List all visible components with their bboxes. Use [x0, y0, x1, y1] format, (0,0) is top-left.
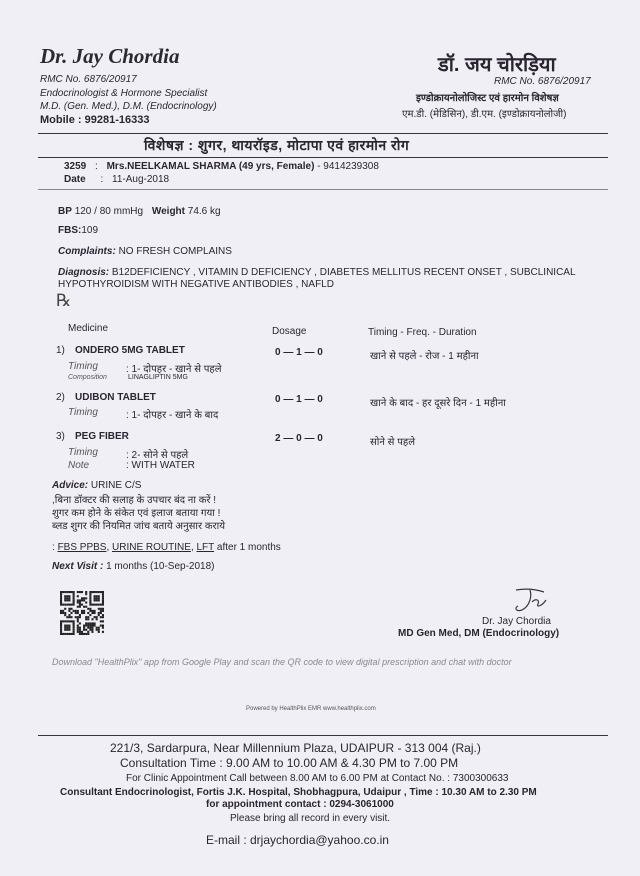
med-3-note-label: Note — [68, 460, 90, 471]
header-divider — [38, 133, 608, 134]
med-2-name: UDIBON TABLET — [75, 392, 156, 403]
complaints-line: Complaints: NO FRESH COMPLAINS — [58, 246, 232, 257]
med-1-timing: : 1- दोपहर - खाने से पहले — [126, 364, 222, 375]
rx-icon: ℞ — [56, 291, 72, 310]
footer-email[interactable]: E-mail : drjaychordia@yahoo.co.in — [206, 833, 389, 847]
med-3-number: 3) — [56, 431, 65, 442]
fbs-line: FBS:109 — [58, 225, 99, 236]
med-2-timing: : 1- दोपहर - खाने के बाद — [126, 410, 219, 421]
degrees-english: M.D. (Gen. Med.), D.M. (Endocrinology) — [40, 101, 217, 112]
footer-appointment: For Clinic Appointment Call between 8.00 AM to 6.00 PM at Contact No. : 7300300633 — [126, 773, 509, 784]
test-urine-routine: URINE ROUTINE — [112, 542, 191, 553]
advice-line4: ब्लड शुगर की नियमित जांच बताये अनुसार कराये — [52, 521, 225, 532]
download-note: Download "HealthPlix" app from Google Play and scan the QR code to view digital prescription and chat with doctor — [52, 657, 512, 667]
doctor-name-english: Dr. Jay Chordia — [40, 44, 180, 68]
med-3-timing: : 2- सोने से पहले — [126, 450, 189, 461]
specialty-english: Endocrinologist & Hormone Specialist — [40, 88, 208, 99]
footer-appointment-contact: for appointment contact : 0294-3061000 — [206, 799, 394, 810]
specialty-hindi: इण्डोक्रायनोलोजिस्ट एवं हारमोन विशेषज्ञ — [416, 93, 559, 104]
complaints-text: NO FRESH COMPLAINS — [118, 246, 232, 257]
patient-name: Mrs.NEELKAMAL SHARMA (49 yrs, Female) — [106, 161, 315, 172]
test-lft: LFT — [196, 542, 215, 553]
next-visit-line: Next Visit : 1 months (10-Sep-2018) — [52, 561, 215, 572]
patient-line: 3259 : Mrs.NEELKAMAL SHARMA (49 yrs, Female) - 9414239308 — [64, 161, 379, 172]
patient-id: 3259 — [64, 161, 87, 172]
med-1-number: 1) — [56, 345, 65, 356]
patient-divider — [38, 189, 608, 190]
test-fbs-ppbs: FBS PPBS — [57, 542, 107, 553]
med-1-name: ONDERO 5MG TABLET — [75, 345, 185, 356]
med-3-frequency: सोने से पहले — [370, 437, 415, 448]
footer-address: 221/3, Sardarpura, Near Millennium Plaza, UDAIPUR - 313 004 (Raj.) — [110, 741, 481, 755]
med-1-composition: LINAGLIPTIN 5MG — [128, 374, 188, 381]
med-2-dosage: 0 — 1 — 0 — [275, 394, 323, 405]
degrees-hindi: एम.डी. (मेडिसिन), डी.एम. (इण्डोक्रायनोलोजी) — [402, 109, 567, 120]
med-1-timing-label: Timing — [68, 361, 98, 372]
date-line: Date : 11-Aug-2018 — [64, 174, 170, 185]
med-1-composition-label: Composition — [68, 374, 107, 381]
footer-records: Please bring all record in every visit. — [230, 813, 391, 824]
specialist-banner: विशेषज्ञ : शुगर, थायरॉइड, मोटापा एवं हारमोन रोग — [144, 137, 410, 153]
fbs-value: 109 — [81, 225, 99, 236]
signature-name: Dr. Jay Chordia — [482, 616, 551, 627]
tests-line: : FBS PPBS, URINE ROUTINE, LFT after 1 months — [52, 542, 281, 553]
mobile-number: Mobile : 99281-16333 — [40, 114, 150, 126]
footer-divider — [38, 735, 608, 736]
advice-line1: Advice: URINE C/S — [52, 480, 142, 491]
advice-line2: ,बिना डॉक्टर की सलाह के उपचार बंद ना करें ! — [52, 495, 217, 506]
next-visit-value: 1 months (10-Sep-2018) — [106, 561, 215, 572]
patient-phone: - 9414239308 — [314, 161, 379, 172]
med-2-timing-label: Timing — [68, 407, 98, 418]
bp-value: 120 / 80 mmHg — [74, 206, 144, 217]
banner-divider — [38, 157, 608, 158]
med-3-note: : WITH WATER — [126, 460, 195, 471]
signature-degrees: MD Gen Med, DM (Endocrinology) — [398, 628, 560, 639]
col-timing: Timing - Freq. - Duration — [368, 327, 477, 338]
med-2-frequency: खाने के बाद - हर दूसरे दिन - 1 महीना — [370, 398, 506, 409]
rmc-number-hindi: RMC No. 6876/20917 — [494, 76, 591, 87]
footer-consultation: Consultation Time : 9.00 AM to 10.00 AM & 4.30 PM to 7.00 PM — [120, 756, 459, 770]
diagnosis-line2: HYPOTHYROIDISM WITH NEGATIVE ANTIBODIES , NAFLD — [58, 279, 334, 290]
date-label: Date — [64, 174, 86, 185]
footer-consultant: Consultant Endocrinologist, Fortis J.K. Hospital, Shobhagpura, Udaipur , Time : 10.30 AM to 2.30 PM — [60, 787, 537, 798]
med-3-dosage: 2 — 0 — 0 — [275, 433, 323, 444]
vitals-line: BP 120 / 80 mmHg Weight 74.6 kg — [58, 206, 221, 217]
doctor-name-hindi: डॉ. जय चोरड़िया — [438, 54, 556, 76]
visit-date: 11-Aug-2018 — [112, 174, 170, 185]
rmc-number-english: RMC No. 6876/20917 — [40, 74, 137, 85]
col-dosage: Dosage — [272, 326, 307, 337]
powered-by: Powered by HealthPlix EMR www.healthplix.com — [246, 706, 376, 712]
diagnosis-line1: Diagnosis: B12DEFICIENCY , VITAMIN D DEFICIENCY , DIABETES MELLITUS RECENT ONSET , SUBCLINICAL — [58, 267, 576, 278]
col-medicine: Medicine — [68, 323, 109, 334]
med-3-timing-label: Timing — [68, 447, 98, 458]
med-2-number: 2) — [56, 392, 65, 403]
qr-code-icon[interactable] — [60, 591, 104, 635]
med-1-frequency: खाने से पहले - रोज - 1 महीना — [370, 351, 479, 362]
med-1-dosage: 0 — 1 — 0 — [275, 347, 323, 358]
weight-value: 74.6 kg — [187, 206, 221, 217]
advice-line3: शुगर कम होने के संकेत एवं इलाज बताया गया ! — [52, 508, 221, 519]
med-3-name: PEG FIBER — [75, 431, 129, 442]
signature-scribble-icon — [508, 586, 554, 616]
